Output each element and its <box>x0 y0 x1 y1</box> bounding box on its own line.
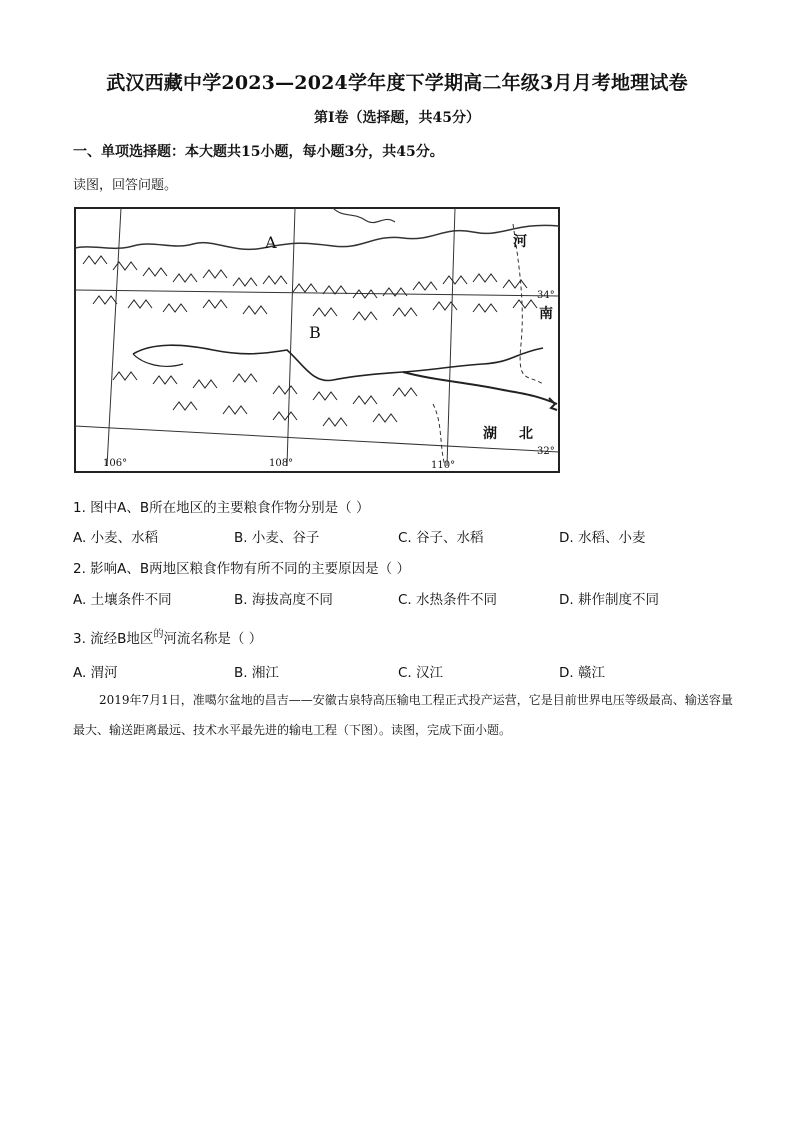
province-label-hubei-2: 北 <box>519 426 533 442</box>
question-3-stem <box>73 627 262 647</box>
longitude-label-110: 110° <box>431 460 456 471</box>
latitude-label-32: 32° <box>537 446 555 457</box>
latitude-label-34: 34° <box>537 290 555 301</box>
province-label-hubei-1: 湖 <box>483 426 497 442</box>
question-3-option-d[interactable]: D. 赣江 <box>559 665 605 681</box>
question-1-option-b[interactable]: B. 小麦、谷子 <box>234 530 320 546</box>
question-2-option-d[interactable]: D. 耕作制度不同 <box>559 592 659 608</box>
reading-passage: 2019年7月1日，准噶尔盆地的昌吉——安徽古泉特高压输电工程正式投产运营，它是目前世界电压等级最高、输送容量最大、输送距离最远、技术水平最先进的输电工程（下图）。读图，完成下面小题。 <box>73 693 733 737</box>
question-1-option-c[interactable]: C. 谷子、水稻 <box>398 530 484 546</box>
question-3-option-b[interactable]: B. 湘江 <box>234 665 279 681</box>
page-title: 武汉西藏中学2023—2024学年度下学期高二年级3月月考地理试卷 <box>106 72 688 94</box>
question-1-stem: 1. 图中A、B所在地区的主要粮食作物分别是（ ） <box>73 500 370 516</box>
question-2-option-c[interactable]: C. 水热条件不同 <box>398 592 498 608</box>
longitude-label-106: 106° <box>103 458 128 469</box>
question-3-stem-sup: 的 <box>153 629 164 640</box>
longitude-label-108: 108° <box>269 458 294 469</box>
question-2-stem: 2. 影响A、B两地区粮食作物有所不同的主要原因是（ ） <box>73 561 410 577</box>
section-heading: 一、单项选择题：本大题共15小题，每小题3分，共45分。 <box>73 144 444 160</box>
question-3-stem-part1: 3. 流经B地区 <box>73 631 154 647</box>
map-label-a: A <box>265 233 277 252</box>
province-label-henan-1: 河 <box>513 234 527 250</box>
question-1-option-a[interactable]: A. 小麦、水稻 <box>73 530 159 546</box>
question-2-option-b[interactable]: B. 海拔高度不同 <box>234 592 333 608</box>
question-3-option-c[interactable]: C. 汉江 <box>398 665 444 681</box>
section-subtitle: 第I卷（选择题，共45分） <box>313 110 481 126</box>
section-intro: 读图，回答问题。 <box>73 178 178 193</box>
province-label-henan-2: 南 <box>539 306 553 322</box>
topographic-map <box>73 204 563 476</box>
question-1-option-d[interactable]: D. 水稻、小麦 <box>559 530 646 546</box>
question-3-option-a[interactable]: A. 渭河 <box>73 665 118 681</box>
map-label-b: B <box>309 323 321 342</box>
question-2-option-a[interactable]: A. 土壤条件不同 <box>73 592 172 608</box>
question-3-stem-part2: 河流名称是（ ） <box>163 631 263 647</box>
